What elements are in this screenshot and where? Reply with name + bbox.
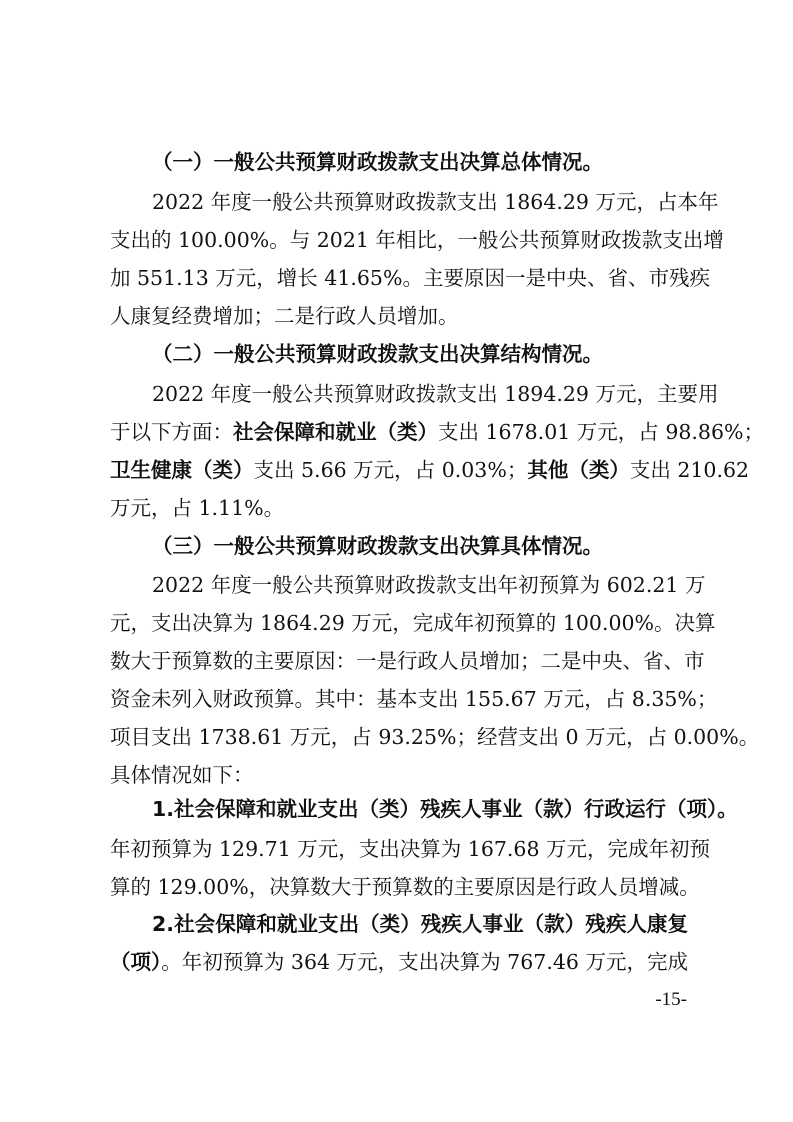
text-span: 支出 5.66 万元，占 0.03%；: [253, 458, 528, 482]
paragraph-line: 人康复经费增加；二是行政人员增加。: [110, 304, 459, 328]
text-span: 。年初预算为 364 万元，支出决算为 767.46 万元，完成: [161, 950, 688, 974]
text-span: 支出 1678.01 万元，占 98.86%；: [438, 420, 764, 444]
category-label-health: 卫生健康（类）: [110, 458, 254, 482]
paragraph-line: 资金未列入财政预算。其中：基本支出 155.67 万元，占 8.35%；: [110, 687, 718, 711]
category-label-social-security: 社会保障和就业（类）: [233, 420, 438, 444]
paragraph-line: 元，支出决算为 1864.29 万元，完成年初预算的 100.00%。决算: [110, 611, 716, 635]
paragraph-line: 2022 年度一般公共预算财政拨款支出 1894.29 万元，主要用: [152, 382, 719, 406]
text-span: 于以下方面：: [110, 420, 233, 444]
section-heading-2: （二）一般公共预算财政拨款支出决算结构情况。: [152, 342, 603, 366]
category-label-other: 其他（类）: [527, 458, 630, 482]
page-number: -15-: [655, 989, 687, 1010]
section-heading-1: （一）一般公共预算财政拨款支出决算总体情况。: [152, 150, 603, 174]
paragraph-line: 项目支出 1738.61 万元，占 93.25%；经营支出 0 万元，占 0.00%。: [110, 725, 760, 749]
section-heading-3: （三）一般公共预算财政拨款支出决算具体情况。: [152, 534, 603, 558]
paragraph-line: [110, 948, 688, 976]
text-span: 支出 210.62: [629, 458, 750, 482]
paragraph-line: 2022 年度一般公共预算财政拨款支出年初预算为 602.21 万: [152, 573, 706, 597]
paragraph-line: 算的 129.00%，决算数大于预算数的主要原因是行政人员增减。: [110, 875, 700, 899]
item-heading-1: 1.社会保障和就业支出（类）残疾人事业（款）行政运行（项）。: [152, 797, 738, 821]
paragraph-line: [110, 418, 764, 446]
item-heading-2-tail: （项）: [110, 950, 162, 974]
item-heading-2: 2.社会保障和就业支出（类）残疾人事业（款）残疾人康复: [152, 912, 688, 936]
paragraph-line: 支出的 100.00%。与 2021 年相比，一般公共预算财政拨款支出增: [110, 228, 724, 252]
paragraph-line: 加 551.13 万元，增长 41.65%。主要原因一是中央、省、市残疾: [110, 266, 710, 290]
paragraph-line: 万元，占 1.11%。: [110, 496, 285, 520]
paragraph-line: 年初预算为 129.71 万元，支出决算为 167.68 万元，完成年初预: [110, 837, 711, 861]
paragraph-line: 数大于预算数的主要原因：一是行政人员增加；二是中央、省、市: [110, 649, 705, 673]
paragraph-line: [110, 456, 750, 484]
paragraph-line: 2022 年度一般公共预算财政拨款支出 1864.29 万元，占本年: [152, 190, 719, 214]
paragraph-line: 具体情况如下：: [110, 763, 254, 787]
